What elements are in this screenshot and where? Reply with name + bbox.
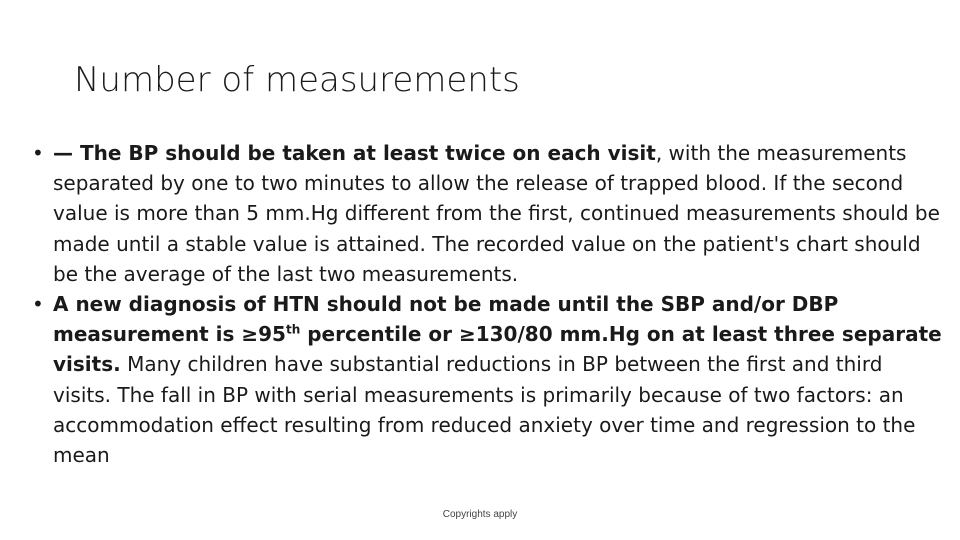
bullet-list — [32, 138, 942, 470]
bullet-2-bold-text-a: A new diagnosis of HTN should not be made until the SBP and/or DBP measurement is ≥95 — [53, 292, 839, 347]
bullet-1-bold-text: — The BP should be taken at least twice on each visit — [53, 141, 656, 165]
bullet-2-bold-text-b: percentile or ≥130/80 mm.Hg on at least three separate visits. — [53, 322, 942, 377]
bullet-item-1 — [32, 138, 942, 289]
copyright-footer: Copyrights apply — [442, 509, 518, 520]
bullet-icon: • — [32, 141, 44, 165]
bullet-item-2 — [32, 289, 942, 470]
bullet-2-superscript: th — [285, 322, 301, 337]
bullet-icon: • — [32, 292, 44, 317]
bullet-2-text: Many children have substantial reductions in BP between the first and third visits. The fall in BP with serial measurements is primarily because of two factors: an accommodation effect resulting from reduced anxiety over time and regression to the mean — [53, 352, 916, 468]
slide-title: Number of measurements — [74, 60, 520, 100]
bullet-1-text: , with the measurements separated by one to two minutes to allow the release of trapped blood. If the second value is more than 5 mm.Hg different from the first, continued measurements should be made until a stable value is attained. The recorded value on the patient's chart should be the average of the last two measurements. — [53, 141, 940, 286]
